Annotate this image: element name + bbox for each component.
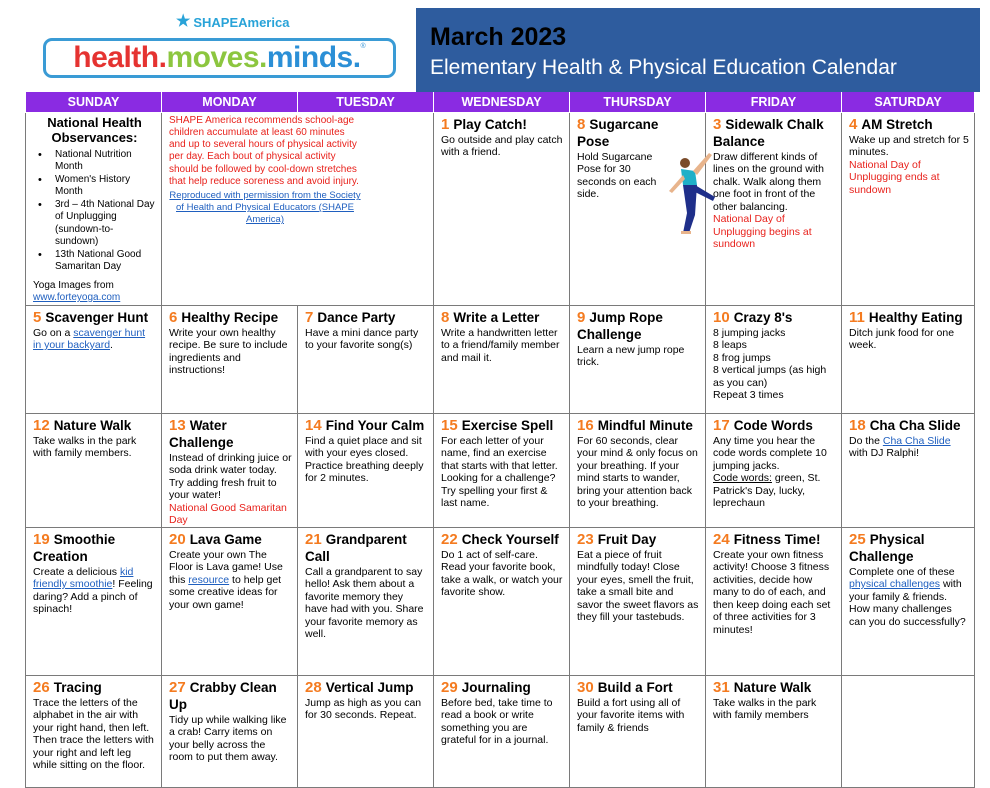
day-number: 24 [713,530,730,548]
desc-text: Create a delicious [33,565,120,578]
weekday-friday: FRIDAY [706,92,842,112]
day-description: For each letter of your name, find an exercise that starts with that letter. Looking for a challenge? Try spelling your first & last name. [441,434,558,509]
day-activity: Nature Walk [53,417,132,433]
day-title [849,309,969,326]
day-description: Trace the letters of the alphabet in the air with your right hand, then left. Then trace the letters with your right and left leg while sitting on the floor. [33,696,154,771]
day-activity: Tracing [53,679,102,695]
day-number: 23 [577,530,594,548]
day-description: Take walks in the park with family members. [33,434,137,459]
day-activity: Code Words [733,417,813,433]
day-cell-10 [706,305,842,413]
day-number: 26 [33,678,50,696]
day-number: 10 [713,308,730,326]
day-title [169,531,292,548]
day-description: Tidy up while walking like a crab! Carry items on your belly across the room to put them away. [169,713,287,763]
smoothie-link[interactable]: kid friendly smoothie [33,565,134,590]
day-number: 21 [305,530,322,548]
day-number: 4 [849,115,858,133]
day-cell-5 [26,305,162,413]
calendar-header [0,0,990,92]
day-description: Go outside and play catch with a friend. [441,133,563,158]
calendar-grid [25,92,975,788]
day-title [577,116,657,150]
day-title [713,531,836,548]
day-title [169,309,292,326]
day-activity: Crazy 8's [733,309,793,325]
recommendation-cell [162,112,434,305]
day-cell-26 [26,675,162,787]
title-panel [416,8,980,92]
logo-moves: moves. [166,41,267,74]
yoga-credit [33,280,156,305]
day-description [33,566,156,616]
desc-text: ! Feeling daring? Add a pinch of spinach! [33,578,153,615]
day-activity: Nature Walk [733,679,812,695]
day-title [577,679,700,696]
sugarcane-pose-figure-icon [665,145,719,237]
day-activity: Healthy Eating [868,309,963,325]
day-description [169,549,292,612]
day-activity: Water Challenge [169,417,234,450]
day-cell-8-sugarcane [570,112,706,305]
day-activity: Find Your Calm [325,417,425,433]
lava-resource-link[interactable]: resource [188,573,230,586]
week-row-1 [26,112,975,305]
day-description: Hold Sugarcane Pose for 30 seconds on each side. [577,150,657,200]
physical-challenges-link[interactable]: physical challenges [849,578,941,590]
day-description: Do 1 act of self-care. Read your favorite book, take a walk, or watch your favorite show. [441,548,563,598]
code-words [713,472,836,510]
day-number: 13 [169,416,186,434]
empty-day-cell [842,675,975,787]
day-number: 8 [441,308,450,326]
day-title [441,531,564,548]
day-number: 18 [849,416,866,434]
day-cell-28 [298,675,434,787]
day-activity: Check Yourself [461,531,559,547]
day-observance-note: National Day of Unplugging begins at sundown [713,213,812,250]
day-number: 25 [849,530,866,548]
day-observance-note: National Day of Unplugging ends at sundown [849,158,940,196]
day-number: 17 [713,416,730,434]
observances-title: National Health Observances: [47,114,142,145]
day-title [441,116,564,133]
day-cell-31 [706,675,842,787]
day-number: 19 [33,530,50,548]
day-cell-17 [706,413,842,527]
day-description: Have a mini dance party to your favorite song(s) [305,326,419,351]
day-cell-25 [842,527,975,675]
observance-item: • Women's History Month [33,174,156,199]
day-title [305,679,428,696]
day-number: 27 [169,678,186,696]
day-cell-27 [162,675,298,787]
calendar-month-title: March 2023 [430,23,567,51]
week-row-2 [26,305,975,413]
day-description: Wake up and stretch for 5 minutes. [849,133,969,158]
day-title [849,531,969,565]
day-title [33,679,156,696]
weekday-saturday: SATURDAY [842,92,975,112]
star-icon: ★ [176,13,191,30]
day-description: Write a handwritten letter to a friend/family member and mail it. [441,326,560,364]
desc-text: Go on a [33,326,74,339]
day-description: Eat a piece of fruit mindfully today! Close your eyes, smell the fruit, take a small bite and savor the sweet flavors as they fill your tastebuds. [577,548,699,623]
day-description: Instead of drinking juice or soda drink water today. Try adding fresh fruit to your water! [169,451,292,501]
registered-mark: ® [360,42,366,50]
day-number: 20 [169,530,186,548]
day-activity: Physical Challenge [849,531,925,564]
day-activity: Sidewalk Chalk Balance [713,116,824,149]
day-description: Before bed, take time to read a book or write something you are grateful for in a journal. [441,696,553,746]
forteyoga-link[interactable]: www.forteyoga.com [33,292,121,303]
day-number: 3 [713,115,722,133]
observance-item: • National Nutrition Month [33,149,156,174]
desc-text: Do the [849,434,883,447]
shape-permission-link[interactable]: Reproduced with permission from the Society of Health and Physical Educators (SHAPE America) [169,190,361,226]
day-description [33,327,156,352]
day-title [577,417,700,434]
day-cell-12 [26,413,162,527]
day-description: For 60 seconds, clear your mind & only focus on your breathing. If your mind starts to wander, bring your attention back to your breathing. [577,434,698,509]
day-number: 16 [577,416,594,434]
day-title [33,417,156,434]
day-number: 6 [169,308,178,326]
day-description: Ditch junk food for one week. [849,326,955,351]
day-number: 29 [441,678,458,696]
day-number: 22 [441,530,458,548]
desc-text: with your family & friends. How many challenges can you do successfully? [849,578,966,628]
day-activity: Scavenger Hunt [45,309,149,325]
day-activity: Vertical Jump [325,679,414,695]
day-number: 15 [441,416,458,434]
day-description-line: Repeat 3 times [713,389,784,401]
day-cell-30 [570,675,706,787]
recommendation-text: SHAPE America recommends school-age children accumulate at least 60 minutes and up to several hours of physical activity per day. Each bout of physical activity should be followed by cool-down stretches that help reduce soreness and avoid injury. [169,114,359,187]
desc-text: . [110,339,113,351]
day-activity: Write a Letter [453,309,540,325]
weekday-wednesday: WEDNESDAY [434,92,570,112]
health-moves-minds-logo [43,38,396,78]
day-activity: Crabby Clean Up [169,679,277,712]
calendar-subtitle: Elementary Health & Physical Education Calendar [430,56,897,79]
day-title [169,679,292,713]
day-cell-22 [434,527,570,675]
day-number: 12 [33,416,50,434]
day-title [441,417,564,434]
day-title [713,116,836,150]
shape-america-text: SHAPEAmerica [193,14,290,30]
day-activity: Exercise Spell [461,417,554,433]
day-description-line: 8 frog jumps [713,351,771,364]
day-description: Build a fort using all of your favorite items with family & friends [577,696,685,734]
day-cell-9 [570,305,706,413]
weekday-sunday: SUNDAY [26,92,162,112]
day-description: Jump as high as you can for 30 seconds. Repeat. [305,696,422,721]
day-description-line: 8 vertical jumps (as high as you can) [713,364,827,389]
weekday-thursday: THURSDAY [570,92,706,112]
logo-minds: minds. [266,41,361,74]
logo-health: health. [73,41,167,74]
weekday-tuesday: TUESDAY [298,92,434,112]
day-number: 5 [33,308,42,326]
day-cell-16 [570,413,706,527]
scavenger-hunt-link[interactable]: scavenger hunt in your backyard [33,326,146,351]
weekday-monday: MONDAY [162,92,298,112]
observances-list [33,149,156,274]
day-description: Write your own healthy recipe. Be sure to include ingredients and instructions! [169,326,288,376]
day-title [33,531,156,565]
day-cell-19 [26,527,162,675]
day-activity: Sugarcane Pose [577,116,659,149]
day-activity: Journaling [461,679,531,695]
day-cell-3 [706,112,842,305]
day-title [849,116,969,133]
day-description: Create your own fitness activity! Choose 3 fitness activities, decide how many to do of each, and then keep doing each set of three activities for 3 minutes! [713,548,831,636]
day-activity: Lava Game [189,531,262,547]
yoga-credit-prefix: Yoga Images from [33,279,114,291]
weekday-header-row [26,92,975,112]
day-cell-29 [434,675,570,787]
observances-cell [26,112,162,305]
day-cell-20 [162,527,298,675]
day-cell-8 [434,305,570,413]
day-activity: Healthy Recipe [181,309,279,325]
day-description: Call a grandparent to say hello! Ask them about a favorite memory they have had with you. Share your favorite memory as well. [305,565,424,640]
cha-cha-slide-link[interactable]: Cha Cha Slide [882,434,951,447]
day-activity: Grandparent Call [305,531,407,564]
week-row-4 [26,527,975,675]
day-cell-18 [842,413,975,527]
day-title [441,309,564,326]
day-description: Draw different kinds of lines on the ground with chalk. Walk along them one foot in front of the other balancing. [713,150,824,213]
day-activity: Mindful Minute [597,417,693,433]
day-title [577,309,700,343]
day-activity: Build a Fort [597,679,673,695]
day-description: Learn a new jump rope trick. [577,343,685,368]
day-cell-24 [706,527,842,675]
day-number: 7 [305,308,314,326]
day-cell-11 [842,305,975,413]
day-title [305,309,428,326]
desc-text: Create your own The Floor is Lava game! Use this [169,548,283,586]
day-title [713,679,836,696]
day-activity: Smoothie Creation [33,531,116,564]
desc-text: to help get some creative ideas for your own game! [169,573,282,611]
day-number: 11 [849,308,865,326]
day-activity: Fitness Time! [733,531,821,547]
day-activity: Cha Cha Slide [869,417,961,433]
observance-item: • 3rd – 4th National Day of Unplugging (sundown-to-sundown) [33,199,156,249]
day-description: Take walks in the park with family members [713,696,817,721]
day-cell-1 [434,112,570,305]
day-cell-7 [298,305,434,413]
observance-item: • 13th National Good Samaritan Day [33,249,156,274]
day-cell-14 [298,413,434,527]
day-number: 9 [577,308,586,326]
code-words-label: Code words: [713,472,772,484]
day-title [305,417,428,434]
day-number: 8 [577,115,586,133]
day-description [849,566,969,629]
day-title [33,309,156,326]
day-description: Any time you hear the code words complete 10 jumping jacks. [713,434,827,472]
code-words-list: green, St. Patrick's Day, lucky, leprechaun [713,472,821,509]
day-number: 14 [305,416,322,434]
day-title [577,531,700,548]
day-activity: Play Catch! [453,116,527,132]
day-number: 30 [577,678,594,696]
day-number: 1 [441,115,450,133]
day-description [849,435,969,460]
day-description-line: 8 leaps [713,339,747,351]
day-cell-6 [162,305,298,413]
day-number: 31 [713,678,730,696]
day-cell-4 [842,112,975,305]
desc-text: with DJ Ralphi! [849,447,920,459]
desc-text: Complete one of these [849,565,955,578]
week-row-3 [26,413,975,527]
day-observance-note: National Good Samaritan Day [169,501,287,526]
day-title [849,417,969,434]
day-activity: Fruit Day [597,531,657,547]
day-activity: Jump Rope Challenge [577,309,663,342]
sugarcane-content [577,151,700,201]
day-title [713,417,836,434]
day-number: 28 [305,678,322,696]
day-cell-23 [570,527,706,675]
day-title [305,531,428,565]
day-cell-21 [298,527,434,675]
day-title [441,679,564,696]
day-cell-13 [162,413,298,527]
day-activity: Dance Party [317,309,396,325]
day-description-line: 8 jumping jacks [713,326,786,339]
day-title [713,309,836,326]
shape-america-logo [176,14,289,30]
day-activity: AM Stretch [861,116,933,132]
day-description: Find a quiet place and sit with your eyes closed. Practice breathing deeply for 2 minutes. [305,434,424,484]
week-row-5 [26,675,975,787]
day-title [169,417,292,451]
day-cell-15 [434,413,570,527]
